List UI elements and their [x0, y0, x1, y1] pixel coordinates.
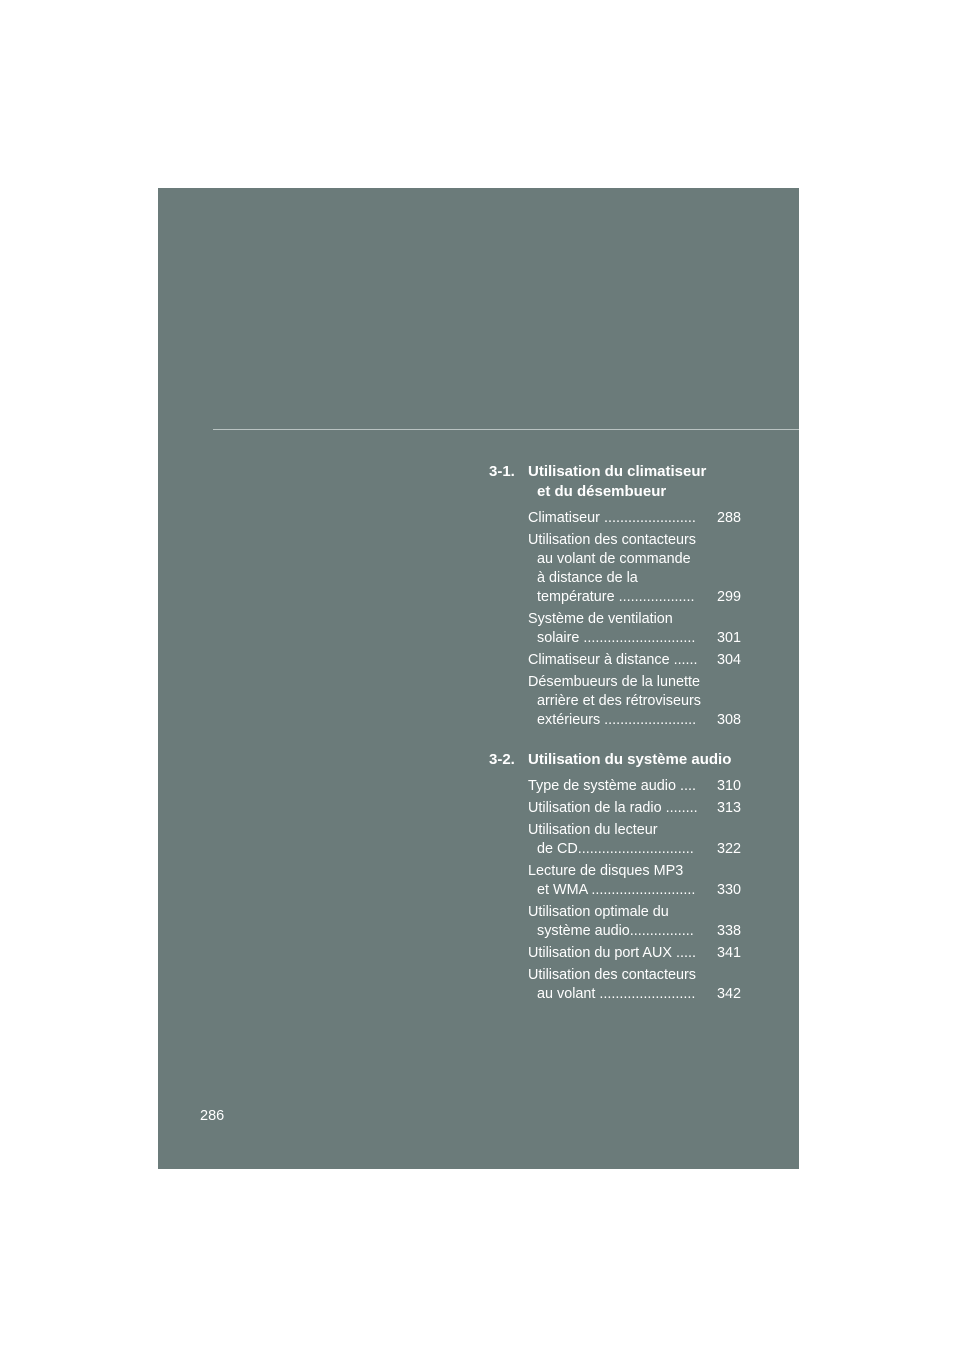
- entry-title: [528, 944, 711, 963]
- entry-title: [528, 610, 711, 648]
- toc-entry[interactable]: [528, 673, 741, 730]
- entry-page-number: 313: [716, 800, 741, 816]
- entry-title-line: température ...................: [537, 589, 695, 605]
- toc-entry[interactable]: [528, 651, 741, 670]
- entry-page-number: 338: [716, 923, 741, 939]
- entry-title: [528, 531, 711, 607]
- entry-title-line: au volant de commande: [537, 551, 691, 567]
- section-entries: [489, 777, 741, 1004]
- entry-title: [528, 799, 711, 818]
- toc-entry[interactable]: [528, 862, 741, 900]
- entry-page-number: 304: [716, 652, 741, 668]
- entry-title-line: au volant ........................: [537, 986, 696, 1002]
- toc-section-3-2: [489, 750, 741, 1004]
- entry-title-line: de CD.............................: [537, 841, 694, 857]
- entry-title-line: Utilisation de la radio ........: [528, 800, 698, 816]
- entry-page-number: 330: [716, 882, 741, 898]
- section-title-line: et du désembueur: [537, 483, 667, 500]
- divider-rule: [213, 429, 799, 430]
- entry-title-line: extérieurs .......................: [537, 712, 697, 728]
- section-entries: [489, 509, 741, 730]
- toc-section-3-1: [489, 462, 741, 730]
- entry-title-line: Désembueurs de la lunette: [528, 674, 700, 690]
- entry-title-line: Type de système audio ....: [528, 778, 696, 794]
- entry-page-number: 341: [716, 945, 741, 961]
- table-of-contents: [489, 462, 741, 1024]
- entry-title-line: arrière et des rétroviseurs: [537, 693, 701, 709]
- entry-title-line: solaire ............................: [537, 630, 696, 646]
- entry-title: [528, 777, 711, 796]
- toc-entry[interactable]: [528, 944, 741, 963]
- entry-title-line: système audio................: [537, 923, 694, 939]
- toc-entry[interactable]: [528, 777, 741, 796]
- entry-page-number: 342: [716, 986, 741, 1002]
- entry-title: [528, 966, 711, 1004]
- toc-entry[interactable]: [528, 799, 741, 818]
- entry-page-number: 322: [716, 841, 741, 857]
- section-title-line: Utilisation du système audio: [528, 751, 732, 768]
- entry-title-line: à distance de la: [537, 570, 638, 586]
- entry-page-number: 301: [716, 630, 741, 646]
- toc-entry[interactable]: [528, 531, 741, 607]
- entry-title-line: Climatiseur à distance ......: [528, 652, 698, 668]
- entry-title-line: Climatiseur .......................: [528, 510, 696, 526]
- entry-title-line: et WMA ..........................: [537, 882, 696, 898]
- entry-title: [528, 821, 711, 859]
- toc-entry[interactable]: [528, 821, 741, 859]
- entry-title: [528, 862, 711, 900]
- section-number: 3-1.: [489, 463, 515, 480]
- section-title: [528, 462, 741, 502]
- section-heading[interactable]: [489, 462, 741, 502]
- entry-page-number: 288: [716, 510, 741, 526]
- entry-page-number: 308: [716, 712, 741, 728]
- entry-title-line: Lecture de disques MP3: [528, 863, 684, 879]
- section-title-line: Utilisation du climatiseur: [528, 463, 707, 480]
- entry-title-line: Utilisation du port AUX .....: [528, 945, 696, 961]
- entry-title: [528, 673, 711, 730]
- page-number: 286: [200, 1108, 225, 1124]
- section-heading[interactable]: [489, 750, 741, 770]
- toc-entry[interactable]: [528, 966, 741, 1004]
- entry-title-line: Utilisation optimale du: [528, 904, 669, 920]
- section-title: [528, 750, 741, 770]
- entry-title: [528, 509, 711, 528]
- entry-title-line: Utilisation du lecteur: [528, 822, 658, 838]
- entry-title-line: Utilisation des contacteurs: [528, 967, 696, 983]
- entry-title-line: Système de ventilation: [528, 611, 673, 627]
- toc-entry[interactable]: [528, 509, 741, 528]
- toc-entry[interactable]: [528, 903, 741, 941]
- entry-title: [528, 651, 711, 670]
- entry-page-number: 310: [716, 778, 741, 794]
- entry-title: [528, 903, 711, 941]
- entry-page-number: 299: [716, 589, 741, 605]
- entry-title-line: Utilisation des contacteurs: [528, 532, 696, 548]
- section-number: 3-2.: [489, 751, 515, 768]
- toc-entry[interactable]: [528, 610, 741, 648]
